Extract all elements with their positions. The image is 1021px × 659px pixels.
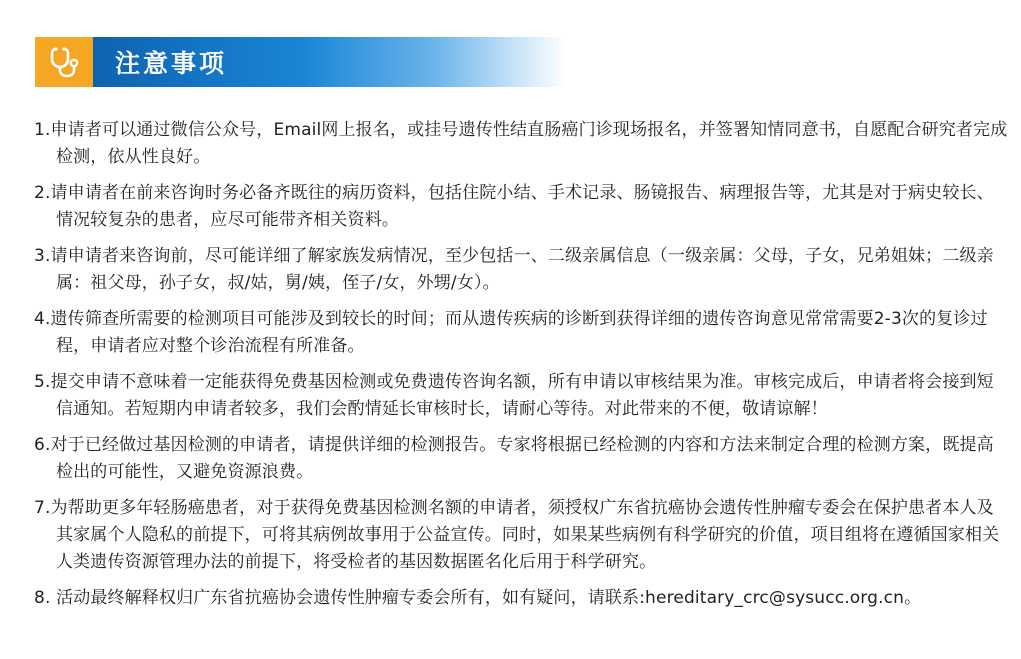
page-title: 注意事项 bbox=[115, 49, 228, 78]
note-item-1: 1.申请者可以通过微信公众号，Email网上报名，或挂号遗传性结直肠癌门诊现场报名，并签署知情同意书，自愿配合研究者完成检测，依从性良好。 bbox=[34, 120, 1008, 167]
note-item-6: 6.对于已经做过基因检测的申请者，请提供详细的检测报告。专家将根据已经检测的内容和方法来制定合理的检测方案，既提高检出的可能性，又避免资源浪费。 bbox=[34, 435, 994, 482]
note-item-4: 4.遗传筛查所需要的检测项目可能涉及到较长的时间；而从遗传疾病的诊断到获得详细的遗传咨询意见常常需要2-3次的复诊过程，申请者应对整个诊治流程有所准备。 bbox=[34, 309, 988, 356]
note-item-2: 2.请申请者在前来咨询时务必备齐既往的病历资料，包括住院小结、手术记录、肠镜报告、病理报告等，尤其是对于病史较长、情况较复杂的患者，应尽可能带齐相关资料。 bbox=[34, 183, 994, 230]
note-item-3: 3.请申请者来咨询前，尽可能详细了解家族发病情况，至少包括一、二级亲属信息（一级亲属：父母，子女，兄弟姐妹；二级亲属：祖父母，孙子女，叔/姑，舅/姨，侄子/女，外甥/女）。 bbox=[34, 246, 994, 293]
notes-list bbox=[34, 117, 1009, 612]
note-item-5: 5.提交申请不意味着一定能获得免费基因检测或免费遗传咨询名额，所有申请以审核结果为准。审核完成后，申请者将会接到短信通知。若短期内申请者较多，我们会酌情延长审核时长，请耐心等待。对此带来的不便，敬请谅解！ bbox=[34, 372, 994, 419]
note-item-8: 8. 活动最终解释权归广东省抗癌协会遗传性肿瘤专委会所有，如有疑问，请联系:hereditary_crc@sysucc.org.cn。 bbox=[34, 588, 922, 608]
header-title-bar bbox=[93, 37, 565, 87]
section-header bbox=[35, 37, 565, 87]
note-item-7: 7.为帮助更多年轻肠癌患者，对于获得免费基因检测名额的申请者，须授权广东省抗癌协会遗传性肿瘤专委会在保护患者本人及其家属个人隐私的前提下，可将其病例故事用于公益宣传。同时，如果某些病例有科学研究的价值，项目组将在遵循国家相关人类遗传资源管理办法的前提下，将受检者的基因数据匿名化后用于科学研究。 bbox=[34, 498, 1000, 572]
stethoscope-icon bbox=[47, 45, 81, 79]
header-icon-box bbox=[35, 37, 93, 87]
